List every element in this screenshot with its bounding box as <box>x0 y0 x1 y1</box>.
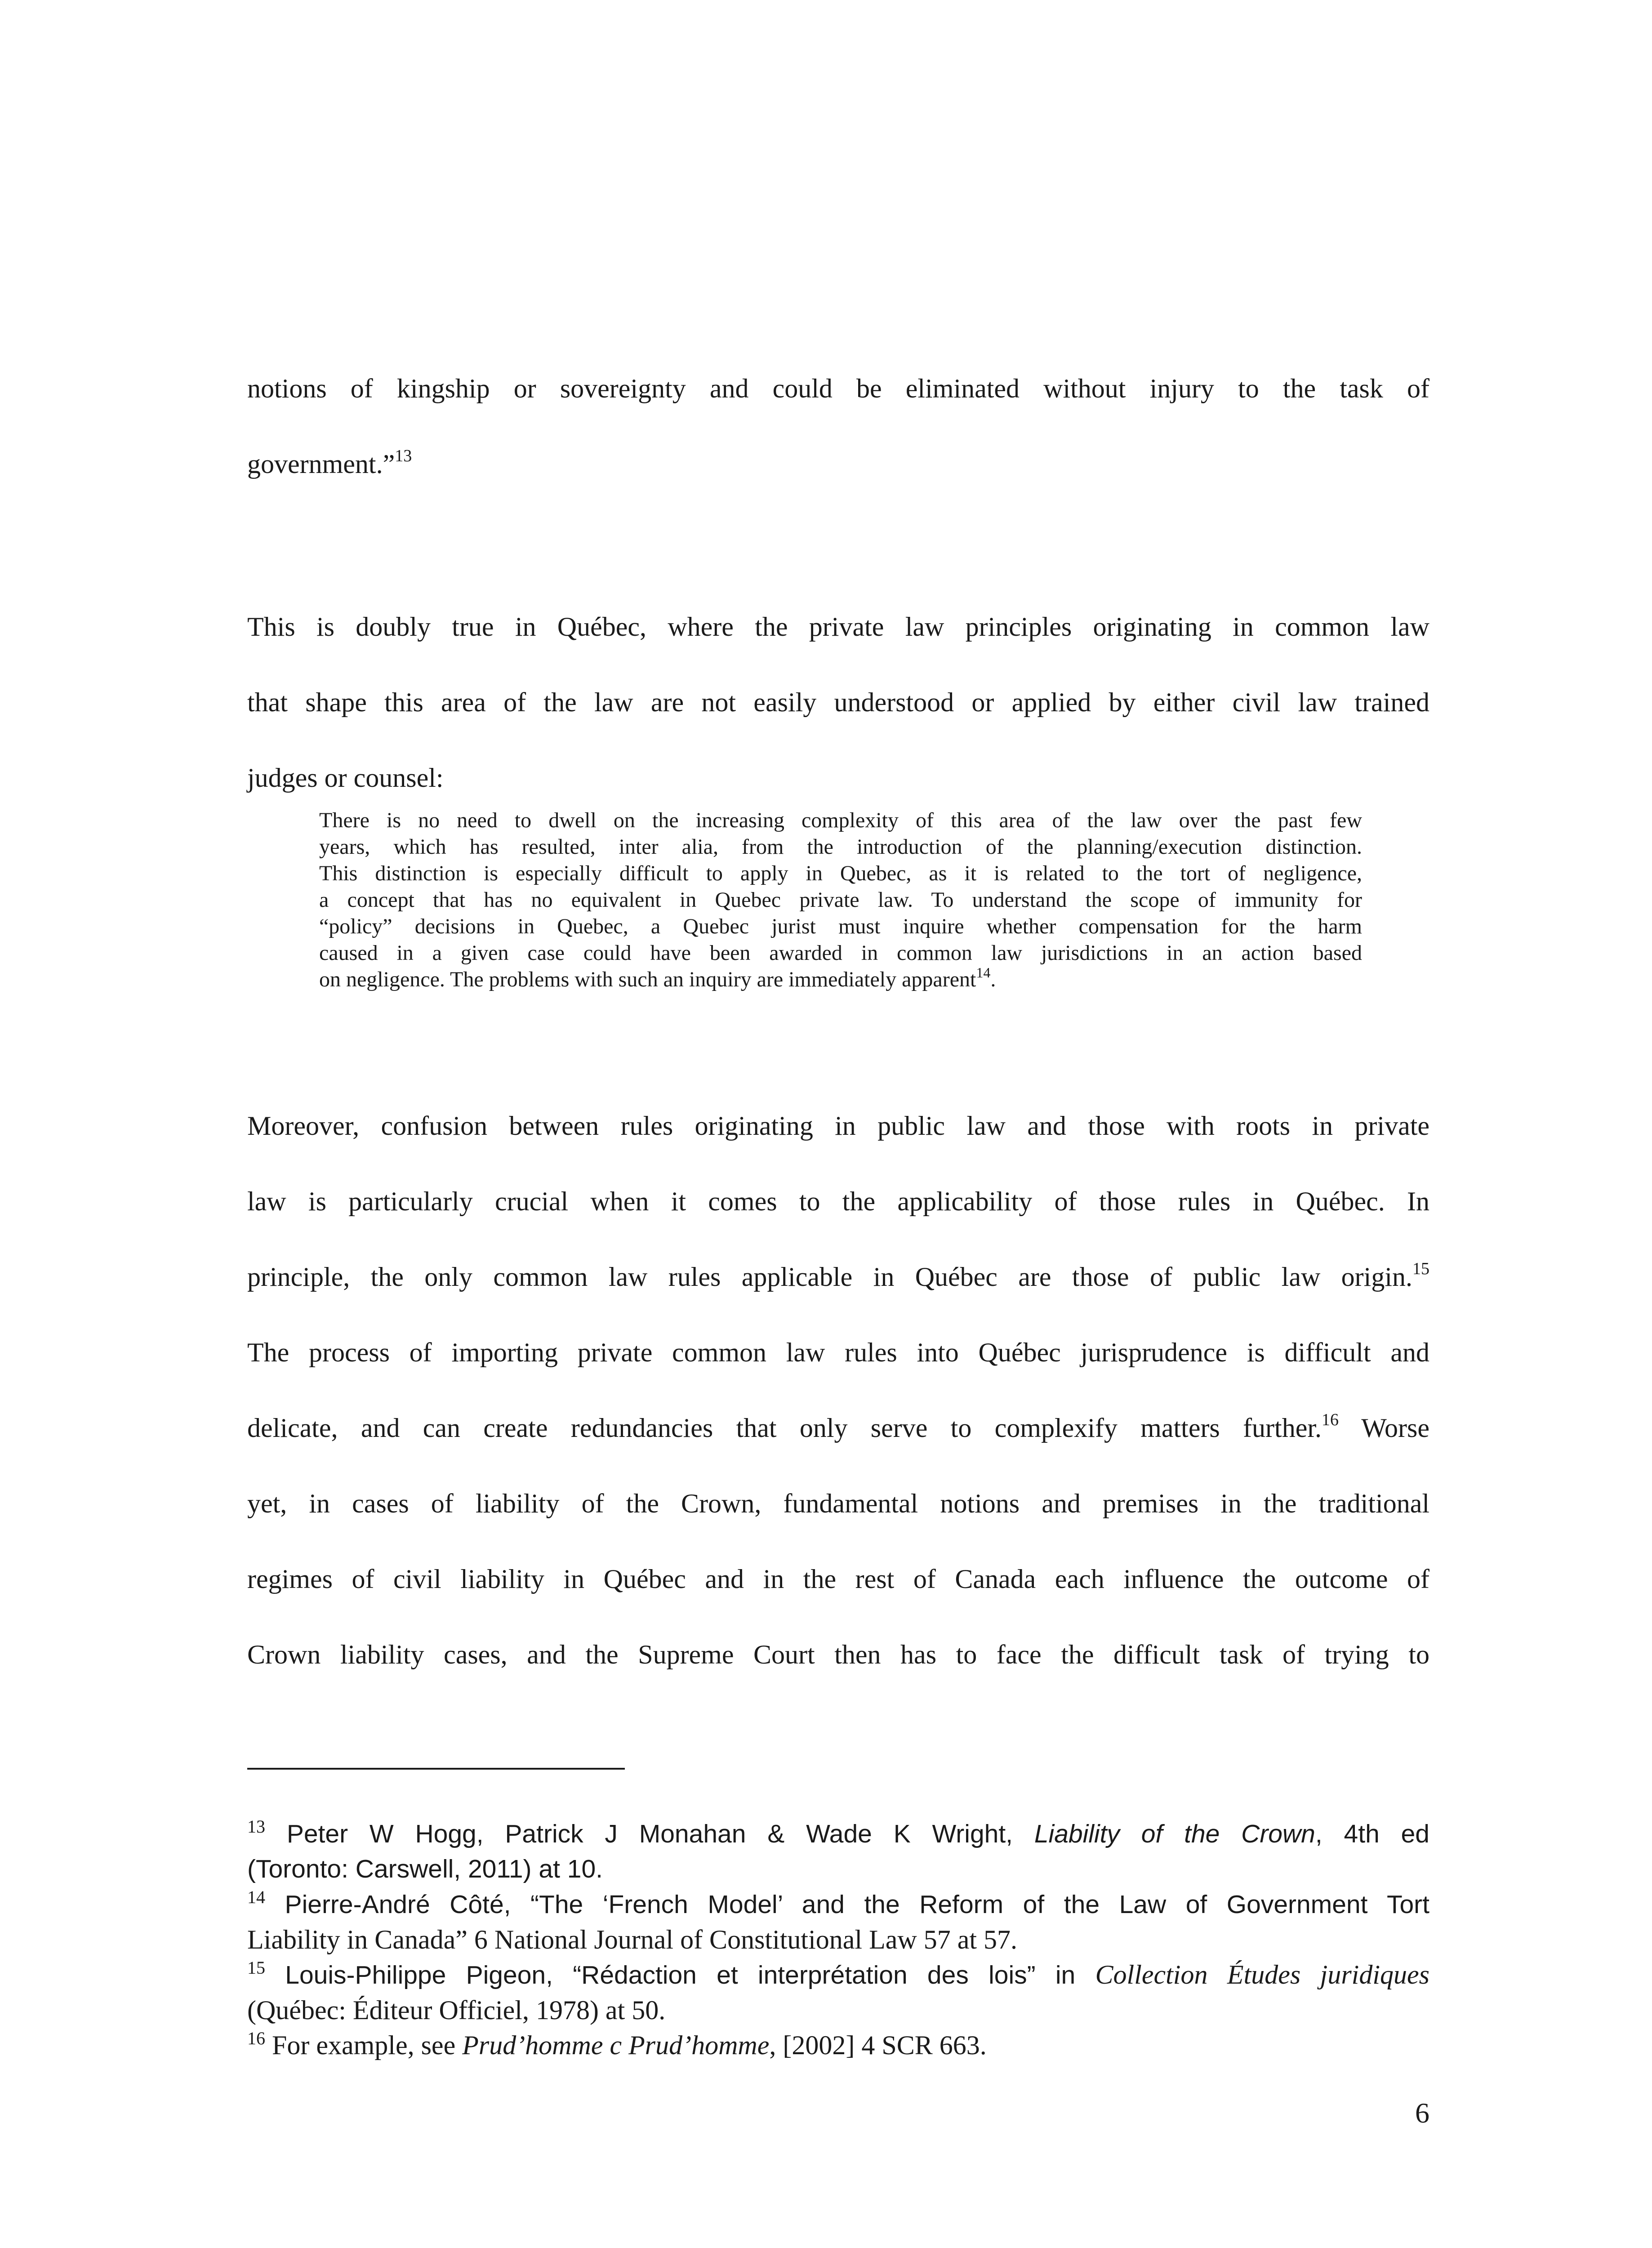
text-line: Moreover, confusion between rules originating in public law and those with roots in private <box>247 1111 1429 1141</box>
footnote-line: (Québec: Éditeur Officiel, 1978) at 50. <box>247 1995 666 2025</box>
footnote-reference: 16 <box>1322 1410 1339 1429</box>
text-line: The process of importing private common law rules into Québec jurisprudence is difficult and <box>247 1338 1429 1367</box>
footnote-reference: 14 <box>976 964 991 981</box>
page-number: 6 <box>1415 2097 1429 2129</box>
body-paragraph-3 <box>247 1088 1429 1692</box>
footnote-separator <box>247 1768 625 1770</box>
text-span: Pierre-André Côté, “The ‘French Model’ and the Reform of the Law of Government Tort <box>265 1890 1429 1919</box>
footnote-line <box>247 1887 1429 1922</box>
text-line: judges or counsel: <box>247 763 444 793</box>
body-paragraph-2 <box>247 589 1429 816</box>
footnote-number: 14 <box>247 1887 265 1907</box>
text-span: on negligence. The problems with such an inquiry are immediately apparent <box>319 968 976 991</box>
footnote-reference: 13 <box>395 446 412 465</box>
body-paragraph-1 <box>247 351 1429 502</box>
text-line: notions of kingship or sovereignty and could be eliminated without injury to the task of <box>247 374 1429 403</box>
footnote-number: 13 <box>247 1816 265 1837</box>
text-line: This is doubly true in Québec, where the private law principles originating in common law <box>247 612 1429 642</box>
footnote-15 <box>247 1957 1429 2028</box>
text-span: Worse <box>1339 1413 1430 1443</box>
quote-line: a concept that has no equivalent in Quebec private law. To understand the scope of immunity for <box>319 888 1362 912</box>
text-span: . <box>990 968 996 991</box>
text-line: Crown liability cases, and the Supreme Court then has to face the difficult task of trying to <box>247 1640 1429 1669</box>
footnote-number: 15 <box>247 1958 265 1978</box>
text-span: Louis-Philippe Pigeon, “Rédaction et interprétation des lois” in <box>265 1961 1095 1989</box>
citation-title: Liability of the Crown <box>1034 1820 1315 1848</box>
citation-title: Collection Études juridiques <box>1095 1960 1429 1989</box>
footnote-reference: 15 <box>1412 1259 1429 1278</box>
text-span: government.” <box>247 449 395 479</box>
text-line: regimes of civil liability in Québec and in the rest of Canada each influence the outcome of <box>247 1564 1429 1594</box>
footnote-13 <box>247 1816 1429 1887</box>
text-line <box>247 1390 1429 1466</box>
footnote-line <box>247 2028 1429 2063</box>
text-line: that shape this area of the law are not easily understood or applied by either civil law trained <box>247 687 1429 717</box>
text-span: principle, the only common law rules applicable in Québec are those of public law origin. <box>247 1262 1412 1292</box>
footnote-number: 16 <box>247 2028 265 2048</box>
text-span: Peter W Hogg, Patrick J Monahan & Wade K Wright, <box>265 1820 1034 1848</box>
text-span: , [2002] 4 SCR 663. <box>769 2030 987 2060</box>
text-line <box>247 1239 1429 1315</box>
footnote-line: (Toronto: Carswell, 2011) at 10. <box>247 1855 603 1883</box>
text-span: , 4th ed <box>1315 1820 1429 1848</box>
text-line <box>247 426 1429 502</box>
footnote-line <box>247 1816 1429 1851</box>
quote-line: caused in a given case could have been awarded in common law jurisdictions in an action based <box>319 941 1362 965</box>
footnote-line: Liability in Canada” 6 National Journal of Constitutional Law 57 at 57. <box>247 1925 1017 1954</box>
footnote-line <box>247 1957 1429 1993</box>
footnote-14 <box>247 1887 1429 1957</box>
text-span: For example, see <box>265 2030 463 2060</box>
text-span: delicate, and can create redundancies that only serve to complexify matters further. <box>247 1413 1322 1443</box>
quote-line <box>319 966 1362 993</box>
quote-line: There is no need to dwell on the increasing complexity of this area of the law over the past few <box>319 808 1362 832</box>
text-line: yet, in cases of liability of the Crown, fundamental notions and premises in the traditional <box>247 1489 1429 1518</box>
citation-title: Prud’homme c Prud’homme <box>462 2030 770 2060</box>
footnote-16 <box>247 2028 1429 2063</box>
block-quote <box>319 807 1362 993</box>
text-line: law is particularly crucial when it comes to the applicability of those rules in Québec. In <box>247 1186 1429 1216</box>
quote-line: “policy” decisions in Quebec, a Quebec jurist must inquire whether compensation for the harm <box>319 914 1362 938</box>
footnotes <box>247 1816 1429 2063</box>
quote-line: years, which has resulted, inter alia, from the introduction of the planning/execution distinction. <box>319 835 1362 859</box>
quote-line: This distinction is especially difficult to apply in Quebec, as it is related to the tort of negligence, <box>319 861 1362 885</box>
